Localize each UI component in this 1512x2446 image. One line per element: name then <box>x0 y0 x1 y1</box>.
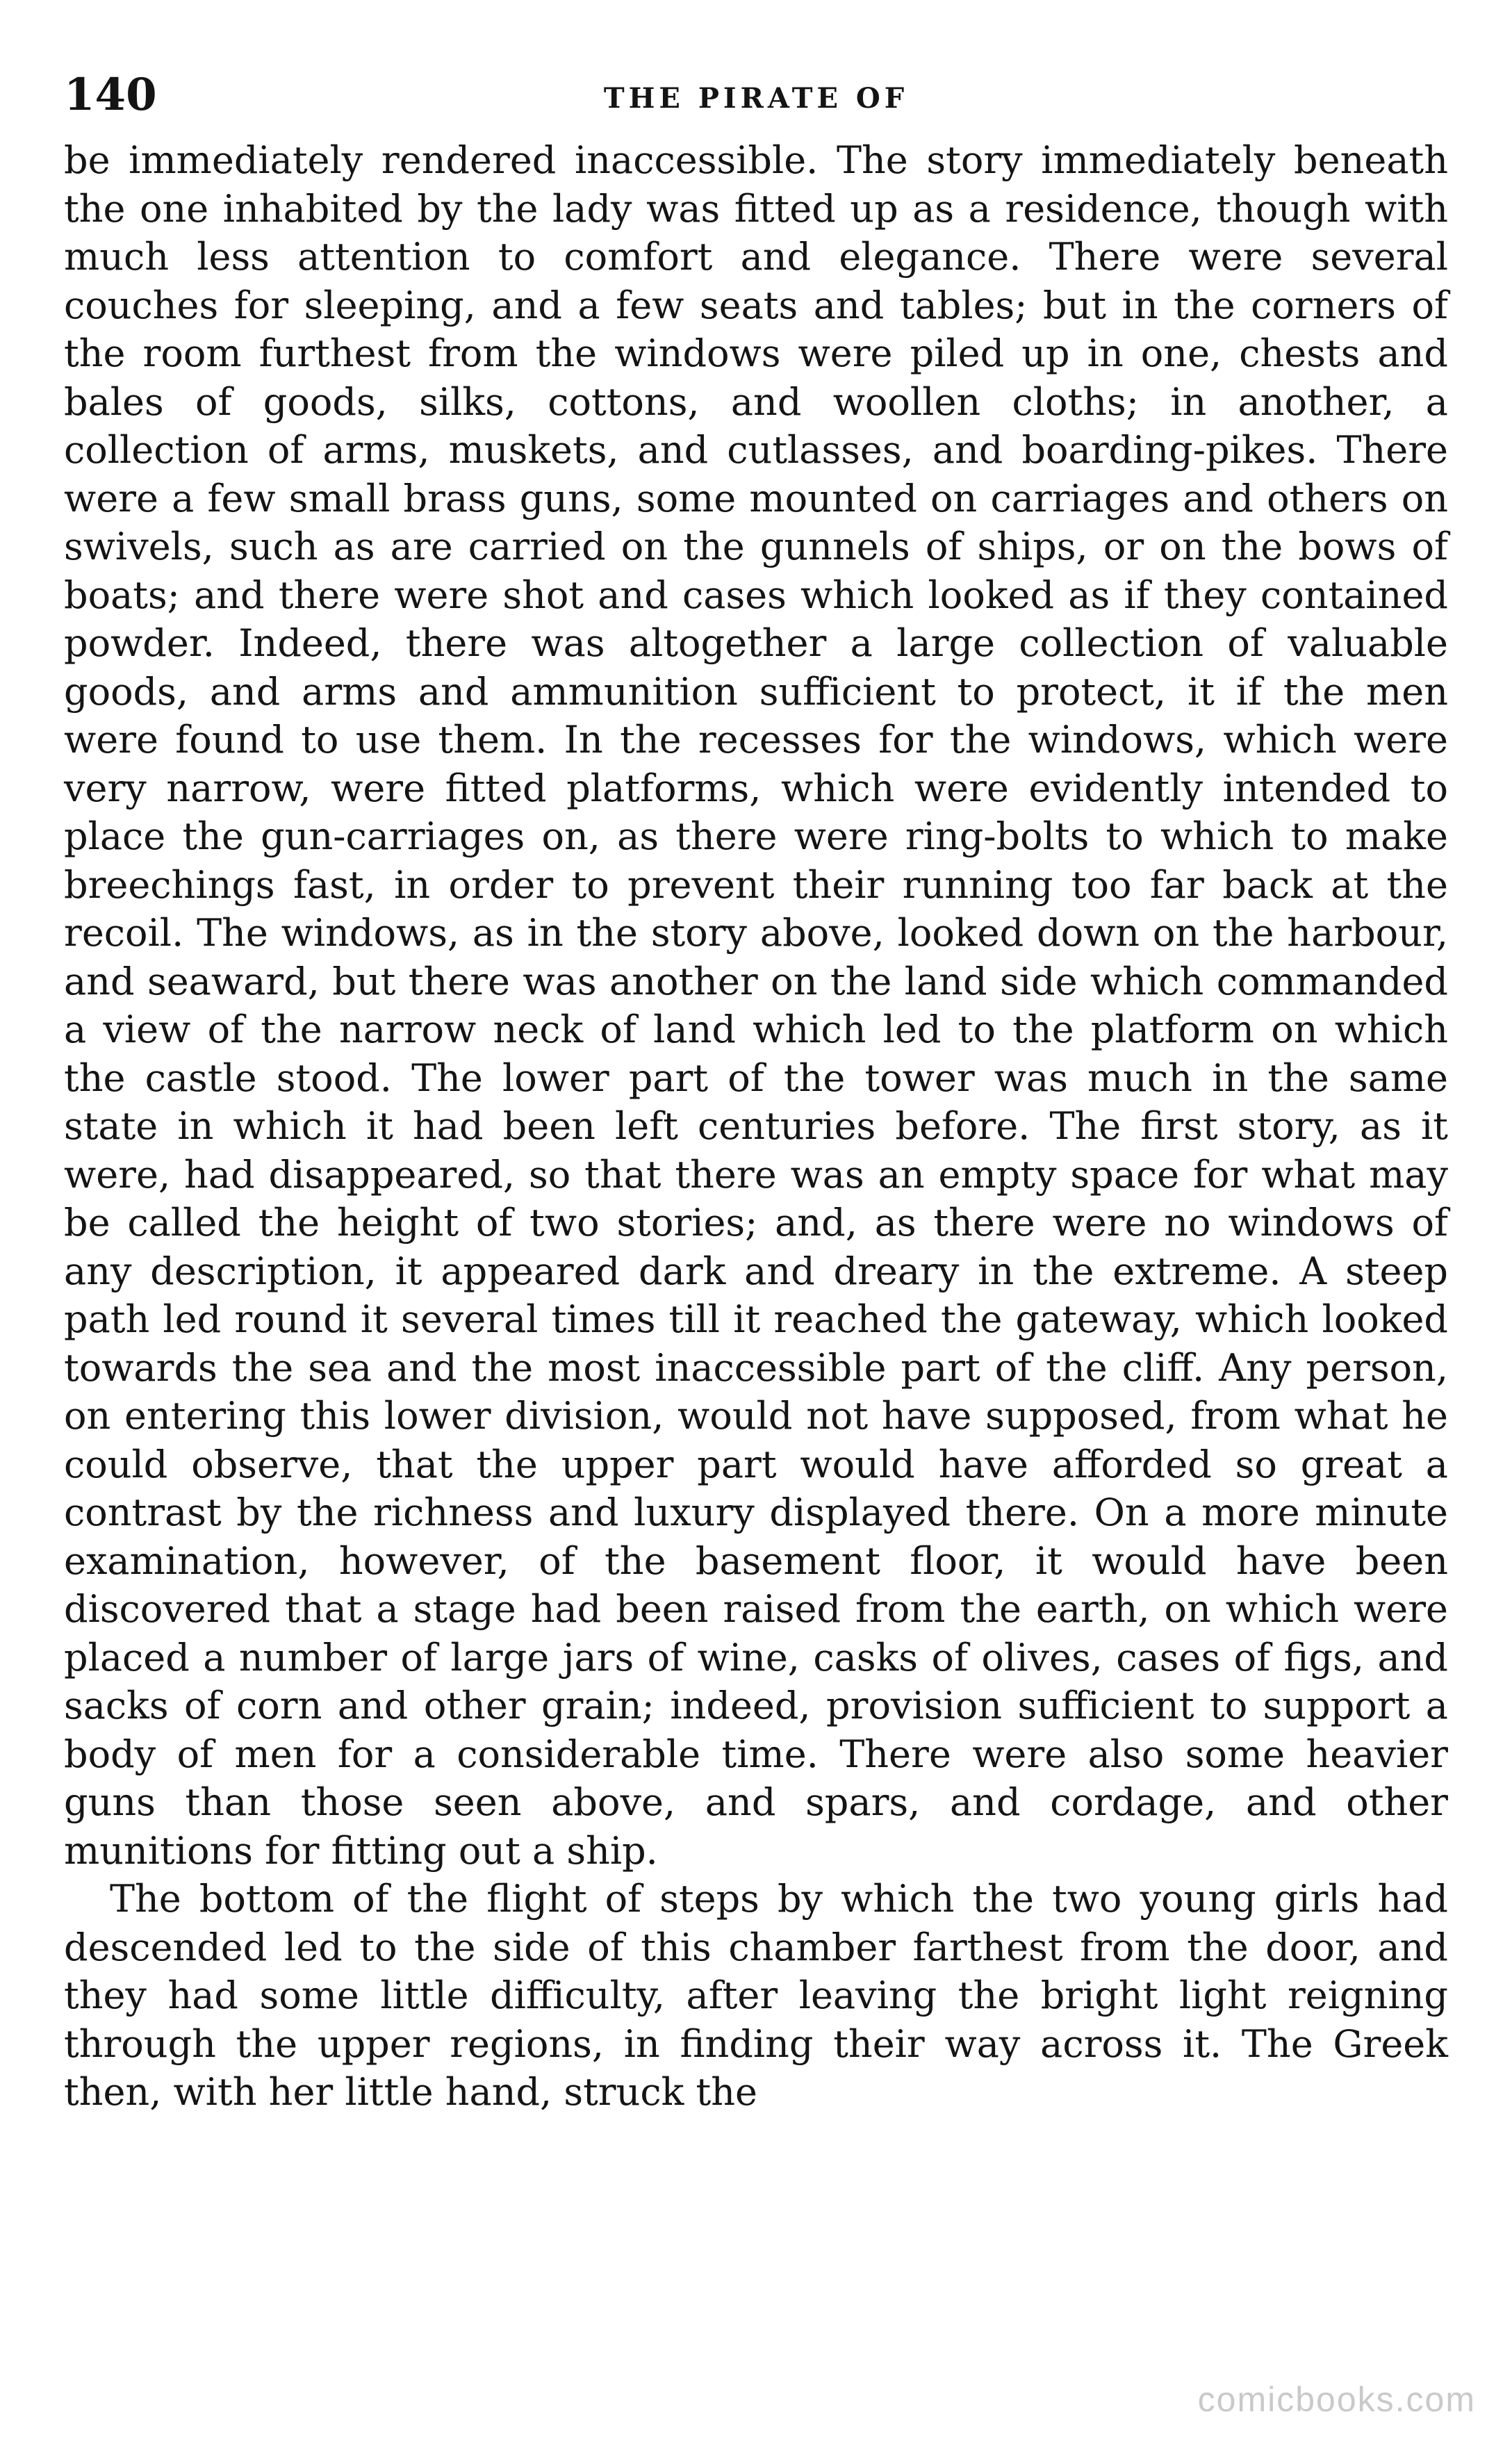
body-text <box>64 136 1448 2117</box>
running-head: THE PIRATE OF <box>603 82 909 115</box>
page-number: 140 <box>64 69 157 121</box>
book-page <box>64 64 1448 2399</box>
watermark: comicbooks.com <box>1197 2380 1476 2419</box>
page-header <box>64 64 1448 126</box>
paragraph-1: be immediately rendered inaccessible. The story immediately beneath the one inhabited by the lady was fitted up as a residence, though with much less attention to comfort and elegance. There were several couches for sleeping, and a few seats and tables; but in the corners of the room furthest from the windows were piled up in one, chests and bales of goods, silks, cottons, and woollen cloths; in another, a collection of arms, muskets, and cutlasses, and boarding-pikes. There were a few small brass guns, some mounted on carriages and others on swivels, such as are carried on the gunnels of ships, or on the bows of boats; and there were shot and cases which looked as if they contained powder. Indeed, there was altogether a large collection of valuable goods, and arms and ammunition sufficient to protect, it if the men were found to use them. In the recesses for the windows, which were very narrow, were fitted platforms, which were evidently intended to place the gun-carriages on, as there were ring-bolts to which to make breechings fast, in order to prevent their running too far back at the recoil. The windows, as in the story above, looked down on the harbour, and seaward, but there was another on the land side which commanded a view of the narrow neck of land which led to the platform on which the castle stood. The lower part of the tower was much in the same state in which it had been left centuries before. The first story, as it were, had disappeared, so that there was an empty space for what may be called the height of two stories; and, as there were no windows of any description, it appeared dark and dreary in the extreme. A steep path led round it several times till it reached the gateway, which looked towards the sea and the most inaccessible part of the cliff. Any person, on entering this lower division, would not have supposed, from what he could observe, that the upper part would have afforded so great a contrast by the richness and luxury displayed there. On a more minute examination, however, of the basement floor, it would have been discovered that a stage had been raised from the earth, on which were placed a number of large jars of wine, casks of olives, cases of figs, and sacks of corn and other grain; indeed, provision sufficient to support a body of men for a considerable time. There were also some heavier guns than those seen above, and spars, and cordage, and other munitions for fitting out a ship. <box>64 138 1448 1873</box>
paragraph-2: The bottom of the flight of steps by which the two young girls had descended led to the side of this chamber farthest from the door, and they had some little difficulty, after leaving the bright light reigning through the upper regions, in finding their way across it. The Greek then, with her little hand, struck the <box>64 1877 1448 2114</box>
